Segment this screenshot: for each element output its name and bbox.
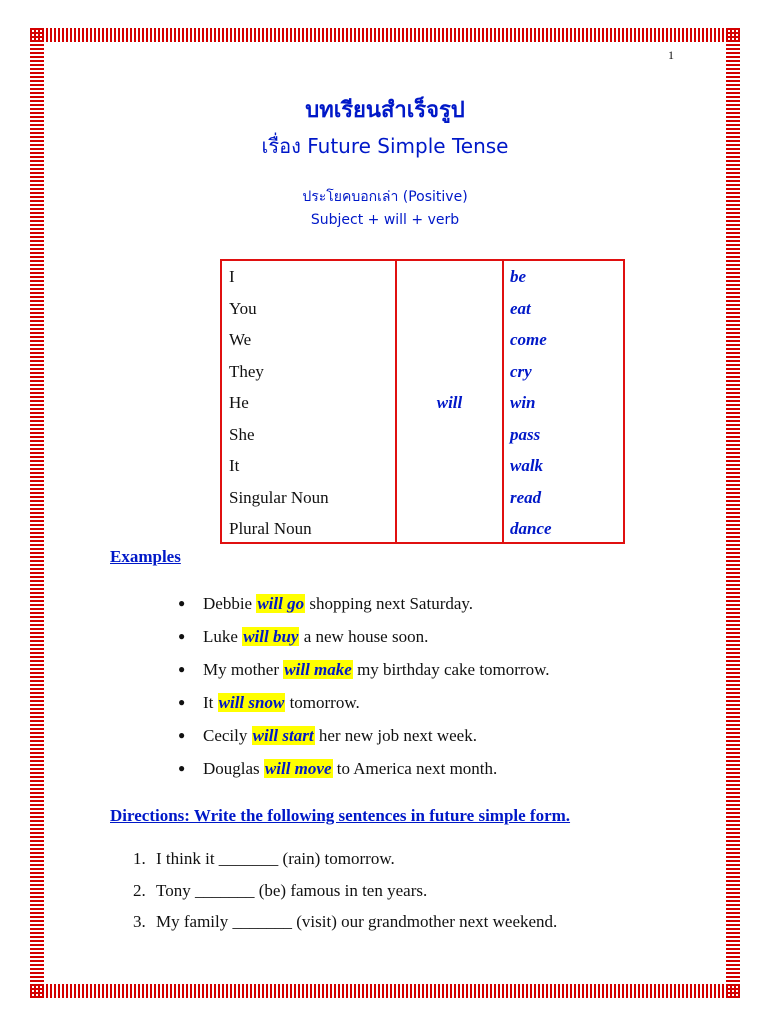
- verb-cell: read: [510, 487, 542, 507]
- exercise-text: My family _______ (visit) our grandmother next weekend.: [156, 912, 558, 931]
- exercise-text: I think it _______ (rain) tomorrow.: [156, 849, 395, 868]
- structure-formula: Subject + will + verb: [310, 212, 460, 228]
- example-text: tomorrow.: [285, 693, 360, 712]
- exercise-item: [133, 846, 557, 878]
- highlighted-verb: will move: [264, 759, 332, 778]
- exercise-list: [133, 846, 557, 941]
- highlighted-verb: will make: [284, 660, 352, 679]
- verb-cell: cry: [510, 361, 532, 381]
- example-item: [178, 722, 550, 755]
- example-item: [178, 755, 550, 788]
- grammar-table: [220, 259, 625, 544]
- directions-heading: Directions: Write the following sentences in future simple form.: [110, 806, 571, 825]
- bullet-icon: ●: [178, 662, 186, 676]
- example-text: to America next month.: [332, 759, 498, 778]
- highlighted-verb: will snow: [218, 693, 285, 712]
- exercise-number: 1.: [133, 849, 146, 868]
- subject-column: [222, 261, 397, 542]
- verb-column: [504, 261, 623, 542]
- verb-cell: win: [510, 393, 536, 412]
- subject-cell: I: [229, 267, 235, 286]
- examples-list: [178, 590, 550, 788]
- decorative-border-right: [726, 28, 740, 998]
- exercise-number: 3.: [133, 912, 146, 931]
- example-text: a new house soon.: [299, 627, 429, 646]
- example-text: Douglas: [203, 759, 264, 778]
- subject-cell: He: [229, 393, 249, 412]
- example-text: shopping next Saturday.: [305, 594, 474, 613]
- bullet-icon: ●: [178, 596, 186, 610]
- auxiliary-column: [397, 261, 504, 542]
- example-item: [178, 689, 550, 722]
- example-item: [178, 656, 550, 689]
- verb-cell: eat: [510, 298, 531, 318]
- example-text: my birthday cake tomorrow.: [352, 660, 550, 679]
- subject-cell: Singular Noun: [229, 487, 329, 507]
- example-text: Luke: [203, 627, 243, 646]
- example-text: Cecily: [203, 726, 252, 745]
- verb-cell: dance: [510, 519, 552, 538]
- sentence-type-label: ประโยคบอกเล่า (Positive): [302, 189, 468, 205]
- bullet-icon: ●: [178, 629, 186, 643]
- examples-heading: Examples: [110, 547, 181, 566]
- verb-cell: be: [510, 267, 527, 286]
- subject-cell: She: [229, 424, 255, 444]
- example-text: Debbie: [203, 594, 257, 613]
- bullet-icon: ●: [178, 728, 186, 742]
- exercise-item: [133, 909, 557, 941]
- example-text: her new job next week.: [314, 726, 477, 745]
- subject-cell: They: [229, 361, 264, 381]
- highlighted-verb: will start: [252, 726, 314, 745]
- example-text: My mother: [203, 660, 284, 679]
- exercise-text: Tony _______ (be) famous in ten years.: [156, 880, 428, 900]
- auxiliary-will: will: [436, 392, 463, 412]
- subject-cell: Plural Noun: [229, 519, 312, 538]
- verb-cell: come: [510, 330, 547, 349]
- verb-cell: pass: [510, 424, 541, 444]
- example-item: [178, 590, 550, 623]
- lesson-topic: เรื่อง Future Simple Tense: [261, 134, 509, 158]
- exercise-number: 2.: [133, 880, 146, 900]
- highlighted-verb: will buy: [243, 627, 299, 646]
- subject-cell: You: [229, 298, 257, 318]
- bullet-icon: ●: [178, 695, 186, 709]
- page-number: 1: [668, 48, 674, 62]
- decorative-border-bottom: [30, 984, 740, 998]
- lesson-title: บทเรียนสำเร็จรูป: [305, 98, 465, 123]
- exercise-item: [133, 878, 557, 910]
- subject-cell: We: [229, 330, 252, 349]
- decorative-border-left: [30, 28, 44, 998]
- bullet-icon: ●: [178, 761, 186, 775]
- example-text: It: [203, 693, 218, 712]
- highlighted-verb: will go: [257, 594, 305, 613]
- decorative-border-top: [30, 28, 740, 42]
- verb-cell: walk: [510, 456, 544, 475]
- example-item: [178, 623, 550, 656]
- subject-cell: It: [229, 456, 240, 475]
